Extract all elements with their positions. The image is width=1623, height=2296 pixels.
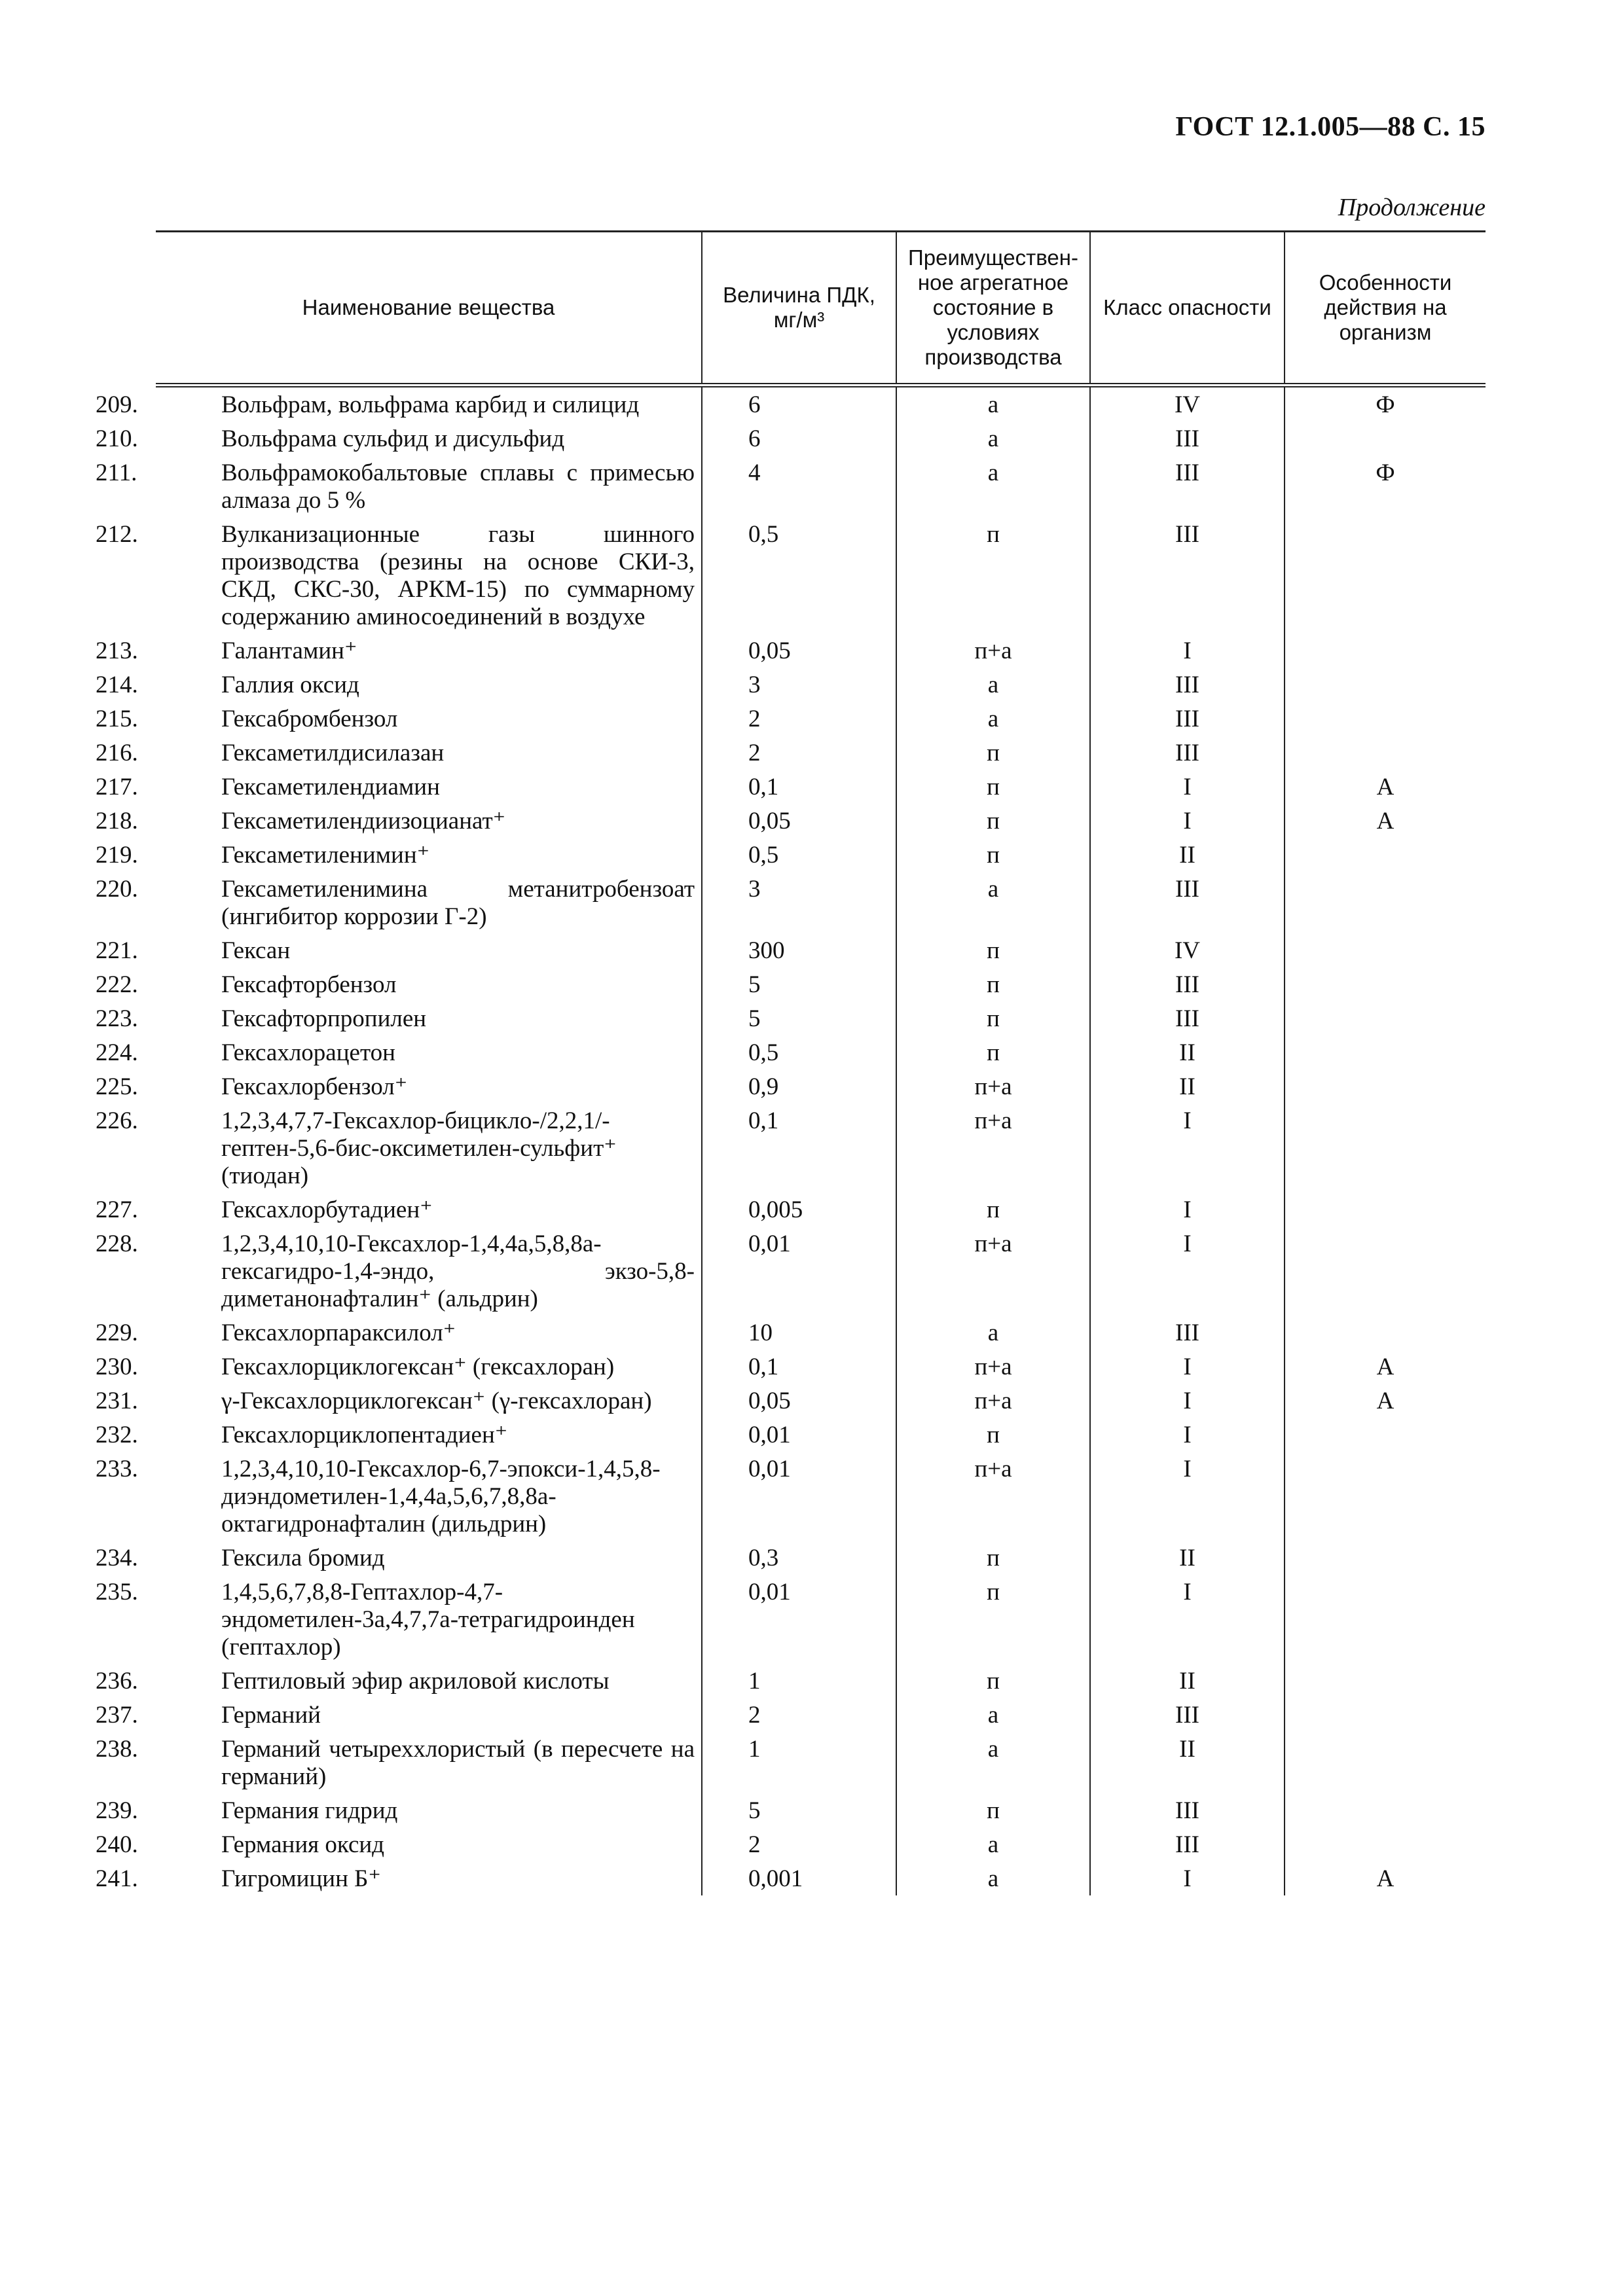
substance-name: γ-Гексахлорциклогексан⁺ (γ-гексахлоран) <box>221 1388 652 1414</box>
table-row <box>156 872 1486 933</box>
table-row <box>156 1001 1486 1035</box>
row-number: 231. <box>96 1388 138 1414</box>
hazard-class: I <box>1090 1452 1285 1541</box>
body-effect <box>1285 1418 1486 1452</box>
body-effect <box>1285 1541 1486 1575</box>
pdk-value: 1 <box>702 1732 896 1793</box>
aggregate-state: а <box>896 1698 1090 1732</box>
aggregate-state: а <box>896 1732 1090 1793</box>
hazard-class: II <box>1090 838 1285 872</box>
hazard-class: II <box>1090 1664 1285 1698</box>
aggregate-state: п <box>896 838 1090 872</box>
pdk-value: 2 <box>702 736 896 770</box>
hazard-class: III <box>1090 668 1285 702</box>
hazard-class: I <box>1090 1418 1285 1452</box>
substance-name: Германий четыреххлористый (в пересчете на германий) <box>221 1736 695 1790</box>
hazard-class: III <box>1090 736 1285 770</box>
table-body <box>96 386 1486 1896</box>
row-number: 212. <box>96 521 138 548</box>
substance-name-cell <box>96 838 702 872</box>
row-number: 220. <box>96 876 138 903</box>
table-row <box>156 1575 1486 1664</box>
row-number: 217. <box>96 774 138 800</box>
body-effect <box>1285 422 1486 456</box>
substance-name-cell <box>96 1575 702 1664</box>
pdk-value: 10 <box>702 1316 896 1350</box>
aggregate-state: а <box>896 1316 1090 1350</box>
hazard-class: III <box>1090 702 1285 736</box>
body-effect <box>1285 1575 1486 1664</box>
substance-name-cell <box>96 770 702 804</box>
pdk-value: 5 <box>702 1793 896 1827</box>
pdk-value: 0,01 <box>702 1575 896 1664</box>
row-number: 241. <box>96 1865 138 1892</box>
row-number: 240. <box>96 1831 138 1858</box>
hazard-class: I <box>1090 634 1285 668</box>
table-row <box>156 804 1486 838</box>
row-number: 216. <box>96 740 138 766</box>
substance-name: 1,2,3,4,7,7-Гексахлор-бицикло-/2,2,1/-гептен-5,6-бис-оксиметилен-сульфит⁺ (тиодан) <box>221 1107 617 1189</box>
pdk-value: 0,9 <box>702 1069 896 1103</box>
row-number: 230. <box>96 1354 138 1380</box>
hazard-class: II <box>1090 1035 1285 1069</box>
substances-table <box>96 230 1486 1895</box>
body-effect: А <box>1285 1861 1486 1895</box>
hazard-class: I <box>1090 1350 1285 1384</box>
substance-name-cell <box>96 1827 702 1861</box>
hazard-class: I <box>1090 1861 1285 1895</box>
substance-name: Гексаметилдисилазан <box>221 740 445 766</box>
table-row <box>156 1698 1486 1732</box>
aggregate-state: а <box>896 1861 1090 1895</box>
row-number: 211. <box>96 459 137 486</box>
substance-name: Гексахлорциклогексан⁺ (гексахлоран) <box>221 1354 615 1380</box>
hazard-class: IV <box>1090 933 1285 967</box>
table-row <box>156 1664 1486 1698</box>
table-row <box>156 1384 1486 1418</box>
substance-name-cell <box>96 1001 702 1035</box>
table-row <box>156 736 1486 770</box>
table-row <box>156 456 1486 517</box>
row-number: 229. <box>96 1319 138 1346</box>
table-row <box>156 702 1486 736</box>
row-number: 209. <box>96 391 138 418</box>
hazard-class: III <box>1090 517 1285 634</box>
body-effect <box>1285 872 1486 933</box>
substance-name-cell <box>96 1861 702 1895</box>
aggregate-state: п <box>896 517 1090 634</box>
hazard-class: I <box>1090 804 1285 838</box>
page-header: ГОСТ 12.1.005—88 С. 15 <box>1175 112 1486 142</box>
substance-name: Германий <box>221 1702 321 1729</box>
table-row <box>156 1827 1486 1861</box>
body-effect <box>1285 702 1486 736</box>
aggregate-state: а <box>896 702 1090 736</box>
pdk-value: 0,1 <box>702 1350 896 1384</box>
substance-name: Галлия оксид <box>221 672 359 698</box>
aggregate-state: п <box>896 1793 1090 1827</box>
row-number: 221. <box>96 937 138 964</box>
hazard-class: III <box>1090 456 1285 517</box>
table-row <box>156 634 1486 668</box>
hazard-class: I <box>1090 1384 1285 1418</box>
column-header-pdk: Величина ПДК, мг/м³ <box>702 232 896 386</box>
body-effect: А <box>1285 1384 1486 1418</box>
row-number: 223. <box>96 1005 138 1032</box>
hazard-class: IV <box>1090 386 1285 422</box>
table-row <box>156 1035 1486 1069</box>
substance-name-cell <box>96 668 702 702</box>
body-effect <box>1285 634 1486 668</box>
table-row <box>156 1732 1486 1793</box>
body-effect <box>1285 736 1486 770</box>
substance-name: Гексила бромид <box>221 1545 385 1571</box>
hazard-class: I <box>1090 1575 1285 1664</box>
aggregate-state: п+а <box>896 1227 1090 1316</box>
substance-name: 1,2,3,4,10,10-Гексахлор-1,4,4а,5,8,8а-гексагидро-1,4-эндо, экзо-5,8-диметанонафталин⁺ (альдрин) <box>221 1230 695 1312</box>
substance-name: Гексаметиленимина метанитробензоат (ингибитор коррозии Г-2) <box>221 876 695 930</box>
aggregate-state: п <box>896 1418 1090 1452</box>
substance-name-cell <box>96 1541 702 1575</box>
hazard-class: III <box>1090 422 1285 456</box>
hazard-class: III <box>1090 872 1285 933</box>
substance-name: Вольфрамокобальтовые сплавы с примесью алмаза до 5 % <box>221 459 695 514</box>
hazard-class: I <box>1090 1193 1285 1227</box>
substance-name: Германия гидрид <box>221 1797 398 1824</box>
hazard-class: III <box>1090 1001 1285 1035</box>
aggregate-state: а <box>896 872 1090 933</box>
table-row <box>156 1350 1486 1384</box>
aggregate-state: п+а <box>896 1103 1090 1193</box>
table-row <box>156 1418 1486 1452</box>
aggregate-state: п+а <box>896 1069 1090 1103</box>
aggregate-state: п <box>896 804 1090 838</box>
pdk-value: 0,5 <box>702 838 896 872</box>
substance-name: Гексаметиленимин⁺ <box>221 842 430 869</box>
aggregate-state: п+а <box>896 1350 1090 1384</box>
hazard-class: II <box>1090 1069 1285 1103</box>
row-number: 232. <box>96 1422 138 1448</box>
body-effect <box>1285 933 1486 967</box>
row-number: 226. <box>96 1107 138 1134</box>
row-number: 218. <box>96 808 138 834</box>
aggregate-state: п <box>896 1541 1090 1575</box>
row-number: 235. <box>96 1579 138 1605</box>
table-row <box>156 1103 1486 1193</box>
substance-name-cell <box>96 804 702 838</box>
body-effect <box>1285 1316 1486 1350</box>
pdk-value: 0,3 <box>702 1541 896 1575</box>
substance-name-cell <box>96 517 702 634</box>
body-effect <box>1285 1732 1486 1793</box>
substance-name-cell <box>96 1103 702 1193</box>
continuation-label: Продолжение <box>1338 194 1486 221</box>
row-number: 239. <box>96 1797 138 1824</box>
pdk-value: 0,5 <box>702 1035 896 1069</box>
table-row <box>156 967 1486 1001</box>
hazard-class: I <box>1090 1103 1285 1193</box>
pdk-value: 3 <box>702 872 896 933</box>
pdk-value: 5 <box>702 1001 896 1035</box>
table-row <box>156 770 1486 804</box>
table-row <box>156 386 1486 422</box>
pdk-value: 2 <box>702 702 896 736</box>
aggregate-state: п+а <box>896 1452 1090 1541</box>
body-effect: Ф <box>1285 456 1486 517</box>
substance-name: Гексахлорбензол⁺ <box>221 1073 408 1100</box>
row-number: 237. <box>96 1702 138 1729</box>
aggregate-state: а <box>896 1827 1090 1861</box>
body-effect: А <box>1285 770 1486 804</box>
substance-name-cell <box>96 967 702 1001</box>
table-row <box>156 1541 1486 1575</box>
substance-name: Гексахлорциклопентадиен⁺ <box>221 1422 508 1448</box>
substance-name-cell <box>96 634 702 668</box>
body-effect <box>1285 1664 1486 1698</box>
pdk-value: 0,5 <box>702 517 896 634</box>
hazard-class: I <box>1090 1227 1285 1316</box>
substance-name: Гексафторпропилен <box>221 1005 427 1032</box>
table-row <box>156 668 1486 702</box>
row-number: 219. <box>96 842 138 869</box>
aggregate-state: п <box>896 1664 1090 1698</box>
pdk-value: 0,1 <box>702 1103 896 1193</box>
table-row <box>156 1193 1486 1227</box>
substance-name-cell <box>96 1069 702 1103</box>
body-effect <box>1285 1001 1486 1035</box>
body-effect <box>1285 1193 1486 1227</box>
table-row <box>156 1069 1486 1103</box>
row-number: 222. <box>96 971 138 998</box>
table-row <box>156 838 1486 872</box>
table-row <box>156 1793 1486 1827</box>
aggregate-state: п <box>896 1575 1090 1664</box>
pdk-value: 6 <box>702 422 896 456</box>
pdk-value: 0,05 <box>702 634 896 668</box>
row-number: 210. <box>96 425 138 452</box>
body-effect: А <box>1285 804 1486 838</box>
substance-name-cell <box>96 1227 702 1316</box>
substance-name-cell <box>96 1732 702 1793</box>
column-header-state: Преимуществен-ное агрегатное состояние в условиях производства <box>896 232 1090 386</box>
pdk-value: 4 <box>702 456 896 517</box>
substance-name-cell <box>96 1698 702 1732</box>
substance-name: 1,4,5,6,7,8,8-Гептахлор-4,7-эндометилен-3а,4,7,7а-тетрагидроинден (гептахлор) <box>221 1579 635 1660</box>
substance-name: Гексаметилендиизоцианат⁺ <box>221 808 506 834</box>
substance-name-cell <box>96 456 702 517</box>
table-row <box>156 1316 1486 1350</box>
table-row <box>156 1861 1486 1895</box>
table-row <box>156 422 1486 456</box>
substance-name-cell <box>96 736 702 770</box>
column-header-name: Наименование вещества <box>156 232 702 386</box>
pdk-value: 6 <box>702 386 896 422</box>
pdk-value: 300 <box>702 933 896 967</box>
substance-name-cell <box>96 422 702 456</box>
substance-name-cell <box>96 1793 702 1827</box>
hazard-class: III <box>1090 1316 1285 1350</box>
pdk-value: 0,01 <box>702 1418 896 1452</box>
pdk-value: 0,05 <box>702 1384 896 1418</box>
row-number: 214. <box>96 672 138 698</box>
pdk-value: 5 <box>702 967 896 1001</box>
aggregate-state: п <box>896 933 1090 967</box>
column-header-features: Особенности действия на организм <box>1285 232 1486 386</box>
substance-name-cell <box>96 386 702 422</box>
substance-name: Гексахлорацетон <box>221 1039 395 1066</box>
substance-name-cell <box>96 1350 702 1384</box>
body-effect <box>1285 1827 1486 1861</box>
aggregate-state: п <box>896 967 1090 1001</box>
hazard-class: II <box>1090 1541 1285 1575</box>
substance-name: Гексахлорбутадиен⁺ <box>221 1196 433 1223</box>
body-effect <box>1285 1452 1486 1541</box>
hazard-class: III <box>1090 1827 1285 1861</box>
body-effect <box>1285 838 1486 872</box>
body-effect: Ф <box>1285 386 1486 422</box>
substance-name: Германия оксид <box>221 1831 384 1858</box>
aggregate-state: п+а <box>896 634 1090 668</box>
body-effect <box>1285 1793 1486 1827</box>
substance-name: Гексахлорпараксилол⁺ <box>221 1319 456 1346</box>
hazard-class: I <box>1090 770 1285 804</box>
hazard-class: III <box>1090 1793 1285 1827</box>
aggregate-state: п <box>896 1193 1090 1227</box>
substance-name: Гептиловый эфир акриловой кислоты <box>221 1668 610 1695</box>
aggregate-state: п <box>896 736 1090 770</box>
column-header-class: Класс опасности <box>1090 232 1285 386</box>
substance-name: Галантамин⁺ <box>221 637 357 664</box>
aggregate-state: а <box>896 668 1090 702</box>
hazard-class: III <box>1090 1698 1285 1732</box>
pdk-value: 0,05 <box>702 804 896 838</box>
substance-name: Вольфрам, вольфрама карбид и силицид <box>221 391 640 418</box>
substance-name: Вулканизационные газы шинного производства (резины на основе СКИ-3, СКД, СКС-30, АРКМ-15) по суммарному содержанию аминосоединений в воздухе <box>221 521 695 630</box>
body-effect <box>1285 1227 1486 1316</box>
aggregate-state: п+а <box>896 1384 1090 1418</box>
pdk-value: 0,01 <box>702 1227 896 1316</box>
body-effect <box>1285 668 1486 702</box>
substance-name-cell <box>96 872 702 933</box>
row-number: 238. <box>96 1736 138 1763</box>
table-row <box>156 1227 1486 1316</box>
substance-name-cell <box>96 1664 702 1698</box>
aggregate-state: п <box>896 770 1090 804</box>
pdk-value: 2 <box>702 1827 896 1861</box>
row-number: 213. <box>96 637 138 664</box>
substance-name-cell <box>96 702 702 736</box>
pdk-value: 0,01 <box>702 1452 896 1541</box>
substance-name: Вольфрама сульфид и дисульфид <box>221 425 565 452</box>
pdk-value: 0,1 <box>702 770 896 804</box>
body-effect <box>1285 517 1486 634</box>
substance-name-cell <box>96 1193 702 1227</box>
row-number: 227. <box>96 1196 138 1223</box>
body-effect <box>1285 1069 1486 1103</box>
substance-name: Гексаметилендиамин <box>221 774 440 800</box>
substance-name: Гексафторбензол <box>221 971 397 998</box>
body-effect: А <box>1285 1350 1486 1384</box>
table-row <box>156 933 1486 967</box>
substance-name-cell <box>96 1384 702 1418</box>
table-row <box>156 517 1486 634</box>
hazard-class: II <box>1090 1732 1285 1793</box>
substance-name-cell <box>96 933 702 967</box>
aggregate-state: п <box>896 1001 1090 1035</box>
body-effect <box>1285 967 1486 1001</box>
aggregate-state: п <box>896 1035 1090 1069</box>
substance-name: Гигромицин Б⁺ <box>221 1865 381 1892</box>
substance-name-cell <box>96 1035 702 1069</box>
body-effect <box>1285 1035 1486 1069</box>
body-effect <box>1285 1103 1486 1193</box>
row-number: 224. <box>96 1039 138 1066</box>
pdk-value: 0,005 <box>702 1193 896 1227</box>
row-number: 225. <box>96 1073 138 1100</box>
hazard-class: III <box>1090 967 1285 1001</box>
pdk-value: 0,001 <box>702 1861 896 1895</box>
substance-name-cell <box>96 1452 702 1541</box>
table-row <box>156 1452 1486 1541</box>
pdk-value: 1 <box>702 1664 896 1698</box>
row-number: 215. <box>96 706 138 732</box>
row-number: 236. <box>96 1668 138 1695</box>
table-header-row <box>156 232 1486 386</box>
pdk-value: 2 <box>702 1698 896 1732</box>
row-number: 233. <box>96 1456 138 1482</box>
substance-name: Гексан <box>221 937 291 964</box>
aggregate-state: а <box>896 386 1090 422</box>
substance-name: 1,2,3,4,10,10-Гексахлор-6,7-эпокси-1,4,5,8-диэндометилен-1,4,4а,5,6,7,8,8а-октагидронафталин (дильдрин) <box>221 1456 661 1537</box>
substance-name-cell <box>96 1418 702 1452</box>
row-number: 234. <box>96 1545 138 1571</box>
pdk-value: 3 <box>702 668 896 702</box>
aggregate-state: а <box>896 456 1090 517</box>
aggregate-state: а <box>896 422 1090 456</box>
body-effect <box>1285 1698 1486 1732</box>
row-number: 228. <box>96 1230 138 1257</box>
substance-name: Гексабромбензол <box>221 706 398 732</box>
substance-name-cell <box>96 1316 702 1350</box>
